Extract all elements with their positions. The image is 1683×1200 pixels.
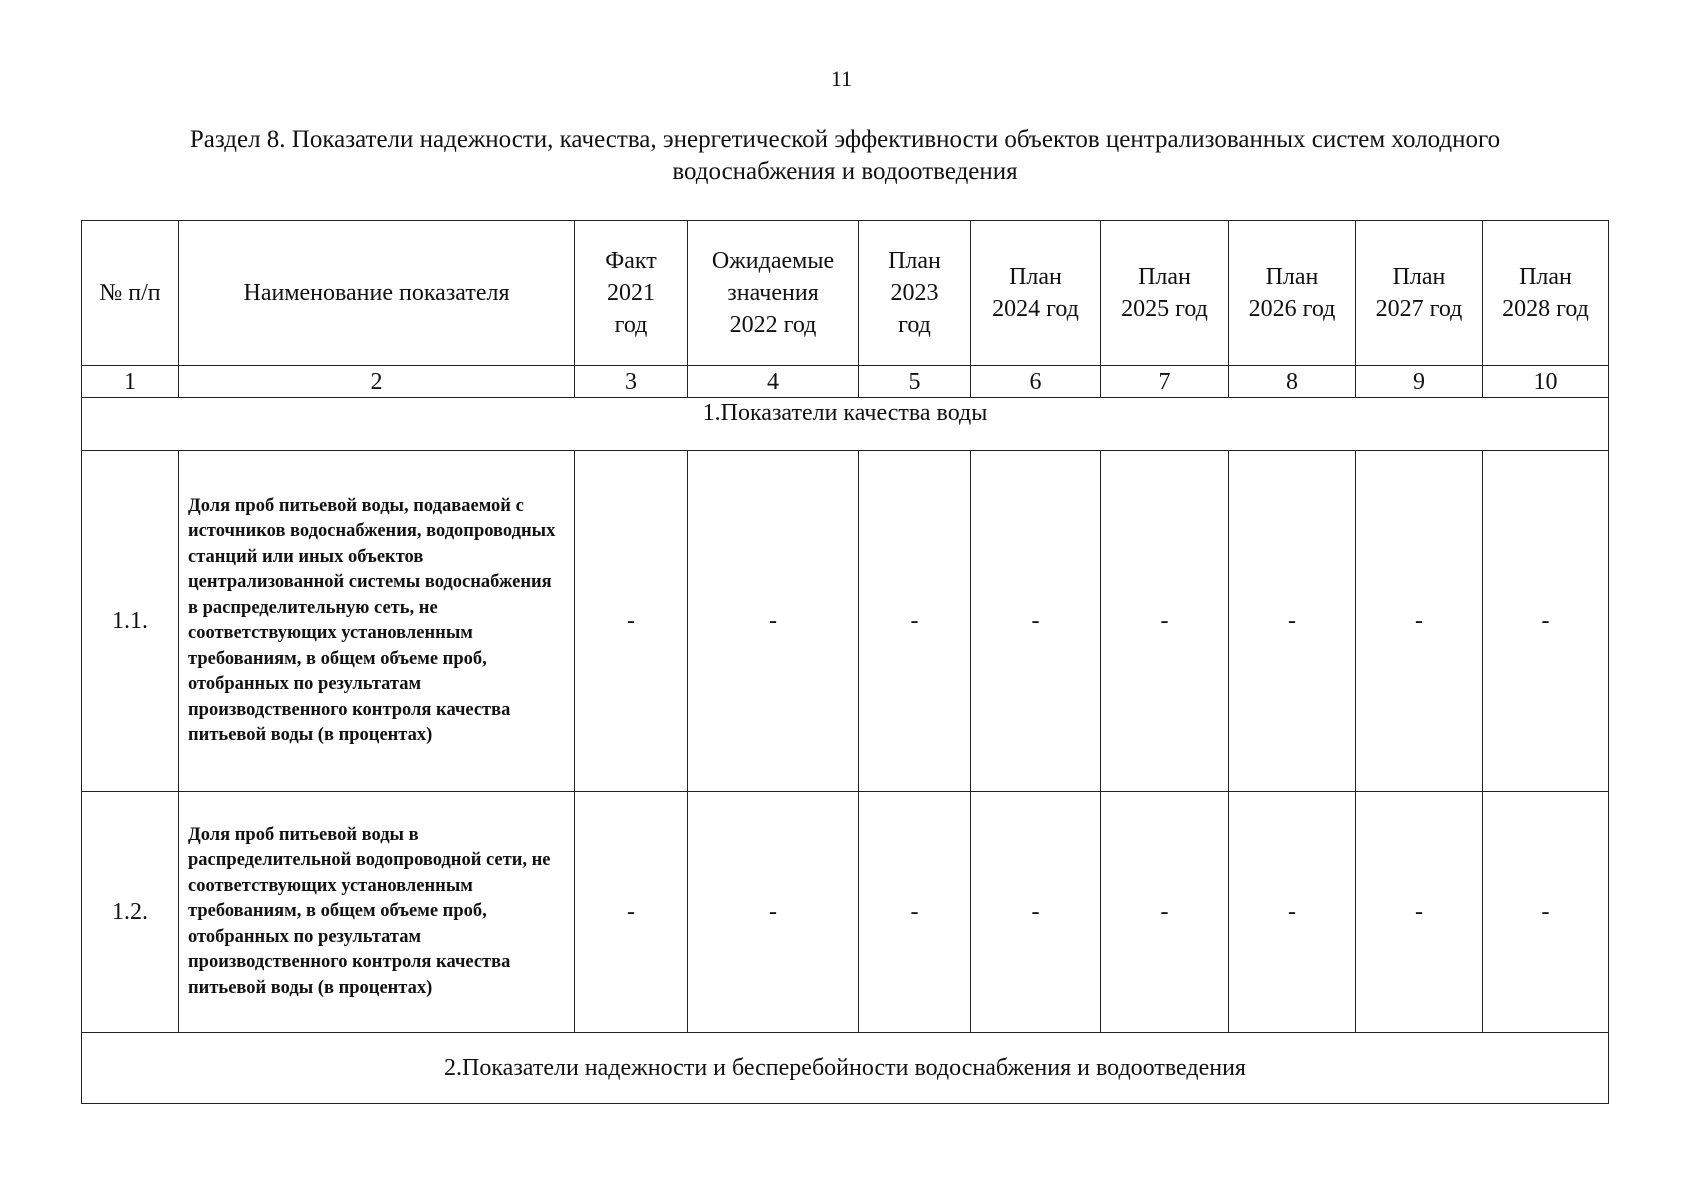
section-title-line-1: Раздел 8. Показатели надежности, качества, энергетической эффективности объектов централизованных систем холодного xyxy=(189,126,1501,153)
column-number: 2 xyxy=(179,366,575,398)
value-cell: - xyxy=(688,451,859,792)
column-number: 6 xyxy=(971,366,1101,398)
header-cell-plan-2023: План 2023 год xyxy=(859,221,971,366)
column-number: 10 xyxy=(1483,366,1609,398)
value-cell: - xyxy=(1229,451,1356,792)
value-cell: - xyxy=(859,792,971,1033)
column-number: 7 xyxy=(1101,366,1229,398)
header-row xyxy=(82,221,1609,366)
table-row xyxy=(82,792,1609,1033)
value-cell: - xyxy=(971,792,1101,1033)
section-heading: 1.Показатели качества воды xyxy=(82,398,1609,451)
column-number: 5 xyxy=(859,366,971,398)
header-cell-num: № п/п xyxy=(82,221,179,366)
column-number: 3 xyxy=(575,366,688,398)
header-cell-expected-2022: Ожидаемые значения 2022 год xyxy=(688,221,859,366)
section-title-line-2: водоснабжения и водоотведения xyxy=(672,158,1018,185)
page-number: 11 xyxy=(830,66,853,91)
column-number: 9 xyxy=(1356,366,1483,398)
value-cell: - xyxy=(688,792,859,1033)
value-cell: - xyxy=(1101,451,1229,792)
column-number: 1 xyxy=(82,366,179,398)
value-cell: - xyxy=(1229,792,1356,1033)
header-cell-plan-2025: План 2025 год xyxy=(1101,221,1229,366)
header-cell-plan-2024: План 2024 год xyxy=(971,221,1101,366)
section-title xyxy=(95,124,1595,188)
value-cell: - xyxy=(1356,792,1483,1033)
section-row-water-quality xyxy=(82,398,1609,451)
value-cell: - xyxy=(1356,451,1483,792)
value-cell: - xyxy=(1483,451,1609,792)
indicator-name: Доля проб питьевой воды в распределительной водопроводной сети, не соответствующих установленным требованиям, в общем объеме проб, отобранных по результатам производственного контроля качества питьевой воды (в процентах) xyxy=(179,792,575,1033)
indicator-name: Доля проб питьевой воды, подаваемой с источников водоснабжения, водопроводных станций или иных объектов централизованной системы водоснабжения в распределительную сеть, не соответствующих установленным требованиям, в общем объеме проб, отобранных по результатам производственного контроля качества питьевой воды (в процентах) xyxy=(179,451,575,792)
header-cell-plan-2027: План 2027 год xyxy=(1356,221,1483,366)
value-cell: - xyxy=(1483,792,1609,1033)
row-number: 1.2. xyxy=(82,792,179,1033)
column-number-row xyxy=(82,366,1609,398)
value-cell: - xyxy=(575,451,688,792)
section-row-reliability xyxy=(82,1033,1609,1104)
header-cell-name: Наименование показателя xyxy=(179,221,575,366)
value-cell: - xyxy=(575,792,688,1033)
row-number: 1.1. xyxy=(82,451,179,792)
value-cell: - xyxy=(971,451,1101,792)
value-cell: - xyxy=(1101,792,1229,1033)
value-cell: - xyxy=(859,451,971,792)
table-row xyxy=(82,451,1609,792)
header-cell-fact-2021: Факт 2021 год xyxy=(575,221,688,366)
indicators-table xyxy=(81,220,1609,1104)
column-number: 8 xyxy=(1229,366,1356,398)
header-cell-plan-2028: План 2028 год xyxy=(1483,221,1609,366)
section-heading: 2.Показатели надежности и бесперебойности водоснабжения и водоотведения xyxy=(82,1033,1609,1104)
column-number: 4 xyxy=(688,366,859,398)
header-cell-plan-2026: План 2026 год xyxy=(1229,221,1356,366)
